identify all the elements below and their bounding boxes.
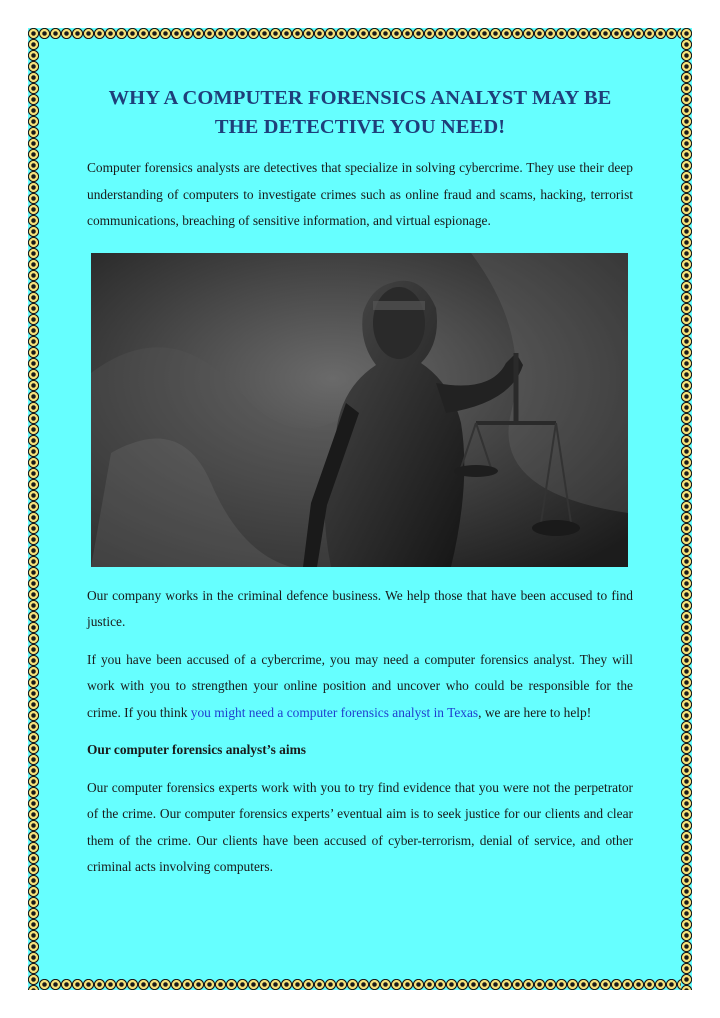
decorative-border-left [28,28,39,990]
decorative-border-right [681,28,692,990]
intro-paragraph: Computer forensics analysts are detectives that specialize in solving cybercrime. They use their deep understanding of computers to investigate crimes such as online fraud and scams, hacking, terrorist communications, breaching of sensitive information, and virtual espionage. [87,160,633,228]
decorative-border-bottom [28,979,692,990]
paragraph-text: , we are here to help! [478,704,592,720]
article-content [87,84,633,881]
aims-paragraph: Our computer forensics experts work with you to try find evidence that you were not the perpetrator of the crime. Our computer forensics experts’ eventual aim is to seek justice for our clients and clear them of the crime. Our clients have been accused of cyber-terrorism, denial of service, and other criminal acts involving computers. [87,779,633,874]
paragraph-text: If you have been accused of a cybercrime, you may need a computer forensics analyst. They will work with you to strengthen your online position and uncover who could be responsible for the crime. If you think [87,651,633,720]
article-title: WHY A COMPUTER FORENSICS ANALYST MAY BE THE DETECTIVE YOU NEED! [108,87,612,138]
decorative-border-top [28,28,692,39]
lady-justice-image [91,253,628,567]
company-paragraph: Our company works in the criminal defence business. We help those that have been accused to find justice. [87,587,633,629]
section-subheading: Our computer forensics analyst’s aims [87,742,306,757]
cybercrime-paragraph [87,647,633,727]
texas-analyst-link[interactable]: you might need a computer forensics analyst in Texas [190,704,479,720]
